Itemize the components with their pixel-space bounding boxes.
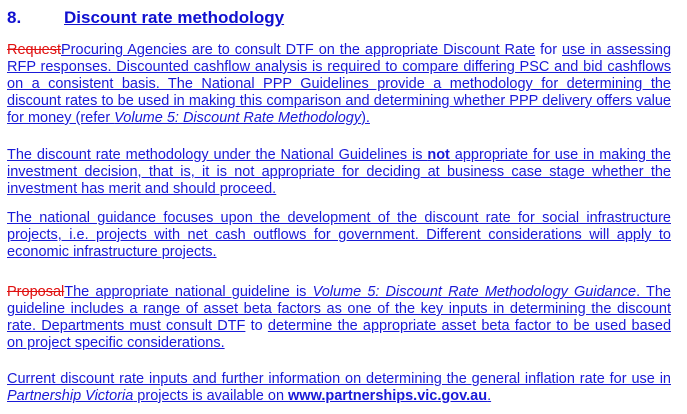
emphasis-text: not: [427, 147, 450, 163]
paragraph-discount-rate-consultation: [7, 42, 671, 127]
inserted-text: The discount rate methodology under the National Guidelines is: [7, 147, 428, 163]
inserted-text: ).: [361, 110, 370, 126]
section-title: Discount rate methodology: [64, 8, 285, 27]
paragraph-not-appropriate: [7, 147, 671, 198]
inserted-text: . The guideline includes a range of asset beta factors as one of the key inputs in determining the discount rate. Departments must consult DTF: [7, 284, 671, 334]
deleted-text: Request: [7, 42, 62, 58]
document-reference: Volume 5: Discount Rate Methodology Guidance: [312, 284, 637, 300]
inserted-text: The appropriate national guideline is: [64, 284, 313, 300]
inserted-text: appropriate for use in making the investment decision, that is, it is not appropriate for deciding at business case stage whether the investment has merit and should proceed.: [7, 147, 671, 197]
paragraph-national-guidance: [7, 210, 671, 261]
paragraph-national-guideline: [7, 284, 671, 352]
paragraph-current-inputs: [7, 371, 671, 405]
inserted-text: Current discount rate inputs and further information on determining the general inflation rate for use in: [7, 371, 671, 387]
paragraph-text: to: [245, 318, 268, 334]
website-link[interactable]: www.partnerships.vic.gov.au: [288, 388, 488, 404]
paragraph-text: for: [535, 42, 562, 58]
inserted-text: determine the appropriate asset beta factor to be used based on project specific considerations.: [7, 318, 672, 351]
inserted-text: .: [487, 388, 492, 404]
inserted-text: use in assessing RFP responses. Discounted cashflow analysis is required to compare differing PSC and bid cashflows on a consistent basis. The National PPP Guidelines provide a methodology for determining the discount rates to be used in making this comparison and determining whether PPP delivery offers value for money (refer: [7, 42, 672, 126]
section-number: 8.: [7, 8, 22, 27]
section-heading: [7, 8, 284, 28]
inserted-text: projects is available on: [133, 388, 289, 404]
inserted-text: The national guidance focuses upon the development of the discount rate for social infrastructure projects, i.e. projects with net cash outflows for government. Different considerations will apply to economic infrastructure projects.: [7, 210, 671, 260]
deleted-text: Proposal: [7, 284, 65, 300]
document-reference: Volume 5: Discount Rate Methodology: [114, 110, 362, 126]
program-name: Partnership Victoria: [7, 388, 134, 404]
inserted-text: Procuring Agencies are to consult DTF on the appropriate Discount Rate: [61, 42, 536, 58]
